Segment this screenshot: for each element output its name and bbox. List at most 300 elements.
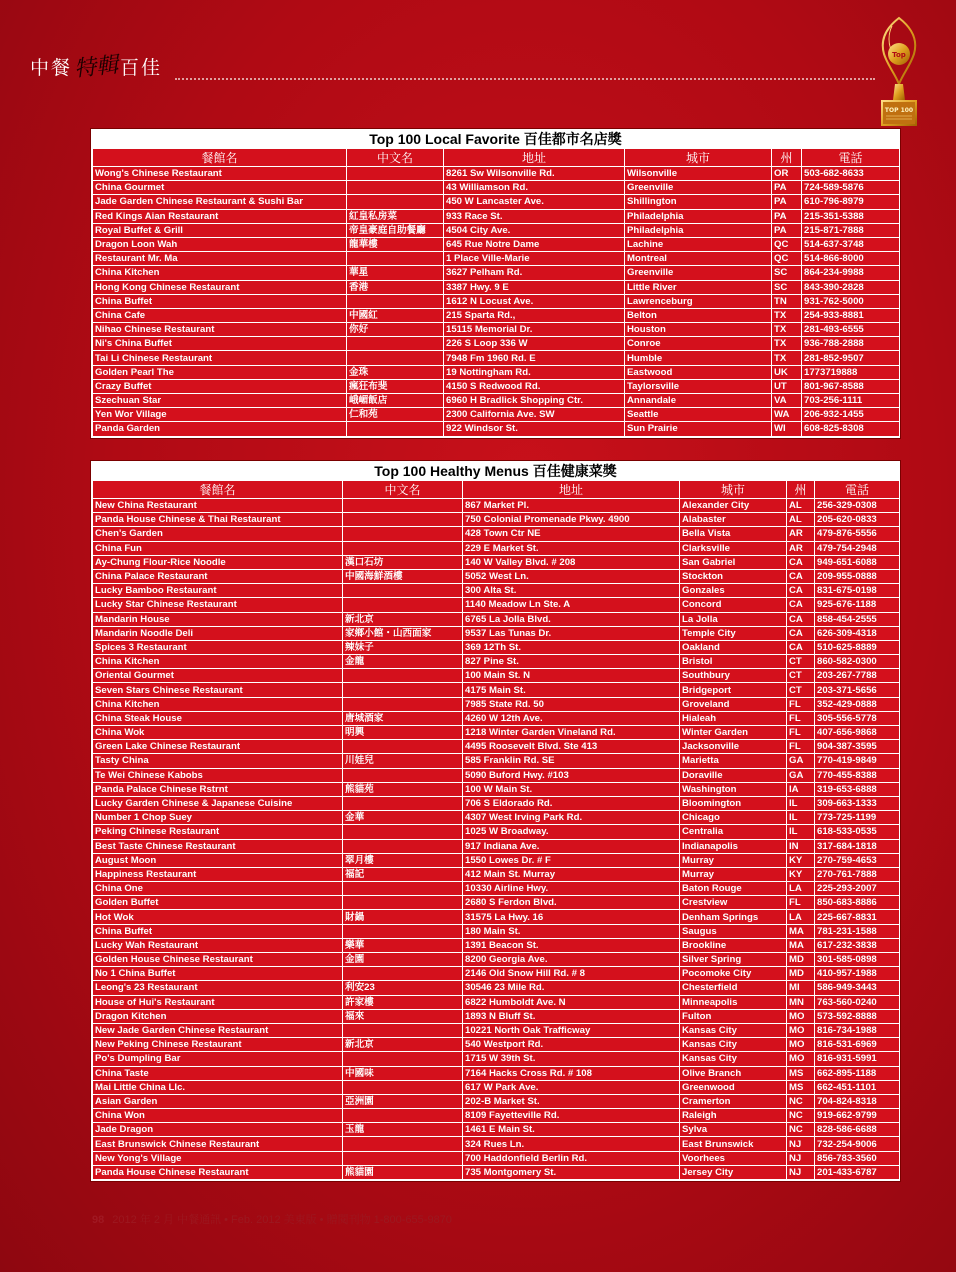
cell-restaurant: China Buffet	[93, 924, 343, 938]
cell-city: Oakland	[680, 640, 787, 654]
cell-state: PA	[772, 223, 802, 237]
cell-address: 226 S Loop 336 W	[444, 337, 625, 351]
cell-address: 1612 N Locust Ave.	[444, 294, 625, 308]
table-row	[93, 612, 900, 626]
cell-chinese-name: 翠月樓	[343, 853, 463, 867]
table-row	[93, 1165, 900, 1179]
cell-state: LA	[787, 910, 815, 924]
cell-state: CA	[787, 584, 815, 598]
cell-restaurant: Spices 3 Restaurant	[93, 640, 343, 654]
cell-state: CT	[787, 683, 815, 697]
cell-state: CA	[787, 555, 815, 569]
cell-phone: 662-895-1188	[815, 1066, 900, 1080]
cell-state: MD	[787, 967, 815, 981]
cell-state: MO	[787, 1023, 815, 1037]
cell-state: CA	[787, 569, 815, 583]
table-row	[93, 882, 900, 896]
cell-phone: 919-662-9799	[815, 1109, 900, 1123]
cell-address: 4260 W 12th Ave.	[463, 711, 680, 725]
cell-state: IN	[787, 839, 815, 853]
cell-chinese-name	[343, 740, 463, 754]
cell-city: Temple City	[680, 626, 787, 640]
cell-city: Greenville	[625, 181, 772, 195]
cell-address: 706 S Eldorado Rd.	[463, 796, 680, 810]
cell-chinese-name	[343, 768, 463, 782]
cell-chinese-name	[347, 422, 444, 436]
cell-chinese-name	[347, 181, 444, 195]
cell-city: Shillington	[625, 195, 772, 209]
cell-phone: 816-531-6969	[815, 1038, 900, 1052]
cell-chinese-name: 中國味	[343, 1066, 463, 1080]
cell-chinese-name: 新北京	[343, 612, 463, 626]
cell-state: WA	[772, 408, 802, 422]
trophy-icon	[868, 14, 930, 134]
cell-restaurant: New Jade Garden Chinese Restaurant	[93, 1023, 343, 1037]
cell-address: 8200 Georgia Ave.	[463, 953, 680, 967]
cell-chinese-name: 新北京	[343, 1038, 463, 1052]
cell-chinese-name	[343, 669, 463, 683]
cell-phone: 270-759-4653	[815, 853, 900, 867]
local-favorite-title: Top 100 Local Favorite 百佳都市名店獎	[369, 131, 622, 147]
col-restaurant: 餐館名	[93, 481, 343, 499]
cell-restaurant: Wong's Chinese Restaurant	[93, 167, 347, 181]
table-row	[93, 351, 900, 365]
table-row	[93, 323, 900, 337]
cell-chinese-name	[343, 697, 463, 711]
cell-city: Centralia	[680, 825, 787, 839]
healthy-menus-table	[91, 461, 900, 1181]
cell-chinese-name: 中國紅	[347, 308, 444, 322]
cell-city: Olive Branch	[680, 1066, 787, 1080]
cell-address: 4307 West Irving Park Rd.	[463, 811, 680, 825]
table-row	[93, 768, 900, 782]
cell-chinese-name	[343, 1151, 463, 1165]
cell-address: 735 Montgomery St.	[463, 1165, 680, 1179]
cell-city: Lachine	[625, 237, 772, 251]
cell-address: 300 Alta St.	[463, 584, 680, 598]
cell-chinese-name: 熊貓苑	[343, 782, 463, 796]
cell-restaurant: Lucky Star Chinese Restaurant	[93, 598, 343, 612]
cell-city: Bridgeport	[680, 683, 787, 697]
table-row	[93, 337, 900, 351]
cell-address: 140 W Valley Blvd. # 208	[463, 555, 680, 569]
brand-part-1: 中餐	[30, 57, 73, 79]
cell-city: Voorhees	[680, 1151, 787, 1165]
cell-city: Baton Rouge	[680, 882, 787, 896]
table-row	[93, 853, 900, 867]
cell-restaurant: Asian Garden	[93, 1094, 343, 1108]
cell-restaurant: Best Taste Chinese Restaurant	[93, 839, 343, 853]
cell-chinese-name	[347, 195, 444, 209]
cell-city: Concord	[680, 598, 787, 612]
table-header-row	[93, 149, 900, 167]
cell-phone: 773-725-1199	[815, 811, 900, 825]
cell-state: MS	[787, 1066, 815, 1080]
cell-address: 700 Haddonfield Berlin Rd.	[463, 1151, 680, 1165]
cell-phone: 206-932-1455	[802, 408, 900, 422]
local-favorite-grid	[92, 148, 900, 437]
cell-city: Murray	[680, 867, 787, 881]
table-row	[93, 1009, 900, 1023]
cell-address: 7948 Fm 1960 Rd. E	[444, 351, 625, 365]
table-row	[93, 252, 900, 266]
cell-phone: 215-351-5388	[802, 209, 900, 223]
cell-restaurant: China Wok	[93, 726, 343, 740]
cell-state: FL	[787, 740, 815, 754]
cell-chinese-name	[343, 541, 463, 555]
cell-phone: 732-254-9006	[815, 1137, 900, 1151]
cell-city: La Jolla	[680, 612, 787, 626]
cell-chinese-name	[343, 683, 463, 697]
table-row	[93, 796, 900, 810]
cell-phone: 317-684-1818	[815, 839, 900, 853]
cell-chinese-name	[343, 584, 463, 598]
cell-city: Pocomoke City	[680, 967, 787, 981]
cell-restaurant: Lucky Bamboo Restaurant	[93, 584, 343, 598]
cell-phone: 256-329-0308	[815, 499, 900, 513]
cell-city: Winter Garden	[680, 726, 787, 740]
cell-chinese-name: 玉龍	[343, 1123, 463, 1137]
cell-phone: 281-493-6555	[802, 323, 900, 337]
cell-state: QC	[772, 252, 802, 266]
table-row	[93, 1094, 900, 1108]
cell-restaurant: China Taste	[93, 1066, 343, 1080]
cell-restaurant: Hong Kong Chinese Restaurant	[93, 280, 347, 294]
cell-restaurant: Lucky Garden Chinese & Japanese Cuisine	[93, 796, 343, 810]
cell-state: CT	[787, 655, 815, 669]
cell-state: CA	[787, 640, 815, 654]
cell-restaurant: China Buffet	[93, 294, 347, 308]
cell-address: 1218 Winter Garden Vineland Rd.	[463, 726, 680, 740]
cell-phone: 514-637-3748	[802, 237, 900, 251]
cell-chinese-name: 瘋狂布斐	[347, 379, 444, 393]
table-row	[93, 569, 900, 583]
cell-chinese-name: 辣妹子	[343, 640, 463, 654]
healthy-menus-grid	[92, 480, 900, 1180]
cell-restaurant: New China Restaurant	[93, 499, 343, 513]
cell-chinese-name: 華星	[347, 266, 444, 280]
cell-state: TX	[772, 337, 802, 351]
table-row	[93, 839, 900, 853]
cell-restaurant: Tai Li Chinese Restaurant	[93, 351, 347, 365]
cell-address: 324 Rues Ln.	[463, 1137, 680, 1151]
cell-chinese-name: 香港	[347, 280, 444, 294]
col-restaurant: 餐館名	[93, 149, 347, 167]
cell-state: FL	[787, 896, 815, 910]
table-row	[93, 683, 900, 697]
table-row	[93, 1038, 900, 1052]
cell-state: SC	[772, 280, 802, 294]
table-row	[93, 1137, 900, 1151]
cell-address: 215 Sparta Rd.,	[444, 308, 625, 322]
cell-address: 4495 Roosevelt Blvd. Ste 413	[463, 740, 680, 754]
cell-restaurant: Green Lake Chinese Restaurant	[93, 740, 343, 754]
cell-state: GA	[787, 754, 815, 768]
magazine-section-brand	[30, 50, 162, 81]
cell-state: TX	[772, 351, 802, 365]
cell-phone: 410-957-1988	[815, 967, 900, 981]
cell-city: Stockton	[680, 569, 787, 583]
cell-restaurant: New Yong's Village	[93, 1151, 343, 1165]
cell-address: 6765 La Jolla Blvd.	[463, 612, 680, 626]
footer-text: 2012 年 2 月 中餐通訊 • Feb. 2012 美東版 • 贈閱刊物 1-800-655-9870	[112, 1214, 452, 1226]
cell-phone: 864-234-9988	[802, 266, 900, 280]
cell-chinese-name: 中國海鮮酒樓	[343, 569, 463, 583]
table-row	[93, 499, 900, 513]
cell-chinese-name	[343, 796, 463, 810]
cell-city: Brookline	[680, 938, 787, 952]
cell-state: PA	[772, 209, 802, 223]
cell-phone: 573-592-8888	[815, 1009, 900, 1023]
table-row	[93, 896, 900, 910]
cell-address: 3627 Pelham Rd.	[444, 266, 625, 280]
cell-phone: 703-256-1111	[802, 394, 900, 408]
table-row	[93, 1080, 900, 1094]
cell-restaurant: Golden House Chinese Restaurant	[93, 953, 343, 967]
cell-restaurant: Red Kings Aian Restaurant	[93, 209, 347, 223]
table-row	[93, 527, 900, 541]
table-row	[93, 365, 900, 379]
table-row	[93, 1023, 900, 1037]
cell-state: PA	[772, 195, 802, 209]
table-row	[93, 655, 900, 669]
cell-phone: 479-876-5556	[815, 527, 900, 541]
table-row	[93, 280, 900, 294]
trophy-label: TOP 100	[884, 107, 914, 114]
cell-restaurant: China Kitchen	[93, 655, 343, 669]
cell-city: Alabaster	[680, 513, 787, 527]
cell-city: Humble	[625, 351, 772, 365]
cell-city: Minneapolis	[680, 995, 787, 1009]
cell-address: 100 Main St. N	[463, 669, 680, 683]
cell-address: 202-B Market St.	[463, 1094, 680, 1108]
cell-state: LA	[787, 882, 815, 896]
cell-chinese-name: 帝皇豪庭自助餐廳	[347, 223, 444, 237]
cell-phone: 617-232-3838	[815, 938, 900, 952]
cell-city: Alexander City	[680, 499, 787, 513]
cell-city: Greenwood	[680, 1080, 787, 1094]
cell-state: OR	[772, 167, 802, 181]
cell-restaurant: China Gourmet	[93, 181, 347, 195]
cell-state: AL	[787, 499, 815, 513]
cell-restaurant: Ni's China Buffet	[93, 337, 347, 351]
cell-restaurant: China Fun	[93, 541, 343, 555]
page-number: 98	[92, 1214, 105, 1226]
cell-phone: 925-676-1188	[815, 598, 900, 612]
cell-chinese-name	[347, 294, 444, 308]
cell-chinese-name	[343, 499, 463, 513]
cell-city: Bristol	[680, 655, 787, 669]
cell-city: Wilsonville	[625, 167, 772, 181]
col-state: 州	[772, 149, 802, 167]
cell-address: 6960 H Bradlick Shopping Ctr.	[444, 394, 625, 408]
cell-address: 412 Main St. Murray	[463, 867, 680, 881]
cell-phone: 203-371-5656	[815, 683, 900, 697]
cell-address: 8261 Sw Wilsonville Rd.	[444, 167, 625, 181]
cell-phone: 503-682-8633	[802, 167, 900, 181]
cell-chinese-name: 仁和苑	[347, 408, 444, 422]
trophy-top-text: Top	[892, 51, 906, 59]
table-row	[93, 910, 900, 924]
cell-restaurant: Chen's Garden	[93, 527, 343, 541]
cell-restaurant: August Moon	[93, 853, 343, 867]
brand-part-2: 特輯	[73, 52, 120, 83]
cell-chinese-name	[343, 825, 463, 839]
cell-state: IL	[787, 825, 815, 839]
col-chinese-name: 中文名	[343, 481, 463, 499]
local-favorite-table	[91, 129, 900, 438]
cell-restaurant: Dragon Kitchen	[93, 1009, 343, 1023]
cell-chinese-name: 亞洲園	[343, 1094, 463, 1108]
cell-restaurant: Jade Dragon	[93, 1123, 343, 1137]
table-row	[93, 825, 900, 839]
cell-address: 2680 S Ferdon Blvd.	[463, 896, 680, 910]
cell-phone: 724-589-5876	[802, 181, 900, 195]
cell-restaurant: Restaurant Mr. Ma	[93, 252, 347, 266]
cell-address: 6822 Humboldt Ave. N	[463, 995, 680, 1009]
table-row	[93, 237, 900, 251]
cell-city: Saugus	[680, 924, 787, 938]
cell-phone: 843-390-2828	[802, 280, 900, 294]
cell-chinese-name: 利安23	[343, 981, 463, 995]
cell-address: 617 W Park Ave.	[463, 1080, 680, 1094]
cell-address: 827 Pine St.	[463, 655, 680, 669]
cell-phone: 856-783-3560	[815, 1151, 900, 1165]
cell-address: 1391 Beacon St.	[463, 938, 680, 952]
cell-state: FL	[787, 697, 815, 711]
cell-city: Houston	[625, 323, 772, 337]
cell-restaurant: China Won	[93, 1109, 343, 1123]
cell-state: NC	[787, 1123, 815, 1137]
cell-restaurant: Seven Stars Chinese Restaurant	[93, 683, 343, 697]
cell-state: NC	[787, 1094, 815, 1108]
cell-address: 917 Indiana Ave.	[463, 839, 680, 853]
cell-city: Clarksville	[680, 541, 787, 555]
table-row	[93, 867, 900, 881]
table-row	[93, 308, 900, 322]
cell-city: Kansas City	[680, 1023, 787, 1037]
cell-phone: 931-762-5000	[802, 294, 900, 308]
cell-restaurant: China Steak House	[93, 711, 343, 725]
cell-state: IL	[787, 811, 815, 825]
cell-state: NJ	[787, 1151, 815, 1165]
cell-phone: 205-620-0833	[815, 513, 900, 527]
cell-address: 540 Westport Rd.	[463, 1038, 680, 1052]
cell-chinese-name: 明興	[343, 726, 463, 740]
cell-state: TN	[772, 294, 802, 308]
cell-state: IA	[787, 782, 815, 796]
cell-restaurant: House of Hui's Restaurant	[93, 995, 343, 1009]
cell-phone: 816-931-5991	[815, 1052, 900, 1066]
cell-phone: 281-852-9507	[802, 351, 900, 365]
cell-chinese-name	[347, 337, 444, 351]
cell-chinese-name: 龍華樓	[347, 237, 444, 251]
cell-restaurant: Tasty China	[93, 754, 343, 768]
table-row	[93, 598, 900, 612]
cell-address: 8109 Fayetteville Rd.	[463, 1109, 680, 1123]
cell-address: 15115 Memorial Dr.	[444, 323, 625, 337]
cell-address: 1140 Meadow Ln Ste. A	[463, 598, 680, 612]
cell-restaurant: China Kitchen	[93, 697, 343, 711]
cell-city: Chicago	[680, 811, 787, 825]
cell-phone: 407-656-9868	[815, 726, 900, 740]
cell-city: East Brunswick	[680, 1137, 787, 1151]
cell-address: 4150 S Redwood Rd.	[444, 379, 625, 393]
cell-address: 750 Colonial Promenade Pkwy. 4900	[463, 513, 680, 527]
cell-city: Fulton	[680, 1009, 787, 1023]
cell-restaurant: Panda Garden	[93, 422, 347, 436]
cell-phone: 254-933-8881	[802, 308, 900, 322]
cell-address: 1 Place Ville-Marie	[444, 252, 625, 266]
table-row	[93, 740, 900, 754]
cell-chinese-name	[343, 882, 463, 896]
cell-city: Kansas City	[680, 1038, 787, 1052]
cell-address: 5052 West Ln.	[463, 569, 680, 583]
cell-city: Kansas City	[680, 1052, 787, 1066]
cell-restaurant: Ay-Chung Flour-Rice Noodle	[93, 555, 343, 569]
cell-address: 43 Williamson Rd.	[444, 181, 625, 195]
cell-chinese-name	[343, 1109, 463, 1123]
cell-city: Bella Vista	[680, 527, 787, 541]
cell-address: 9537 Las Tunas Dr.	[463, 626, 680, 640]
cell-restaurant: Panda House Chinese & Thai Restaurant	[93, 513, 343, 527]
cell-chinese-name: 家鄉小館・山西面家	[343, 626, 463, 640]
cell-city: Greenville	[625, 266, 772, 280]
cell-state: AL	[787, 513, 815, 527]
cell-address: 428 Town Ctr NE	[463, 527, 680, 541]
cell-address: 2146 Old Snow Hill Rd. # 8	[463, 967, 680, 981]
cell-restaurant: East Brunswick Chinese Restaurant	[93, 1137, 343, 1151]
table-row	[93, 584, 900, 598]
cell-restaurant: Mai Little China Llc.	[93, 1080, 343, 1094]
col-address: 地址	[444, 149, 625, 167]
cell-restaurant: Crazy Buffet	[93, 379, 347, 393]
cell-restaurant: Hot Wok	[93, 910, 343, 924]
cell-state: CA	[787, 626, 815, 640]
cell-phone: 704-824-8318	[815, 1094, 900, 1108]
cell-phone: 352-429-0888	[815, 697, 900, 711]
cell-phone: 209-955-0888	[815, 569, 900, 583]
cell-restaurant: Panda House Chinese Restaurant	[93, 1165, 343, 1179]
table-row	[93, 754, 900, 768]
cell-chinese-name: 唐城酒家	[343, 711, 463, 725]
cell-address: 3387 Hwy. 9 E	[444, 280, 625, 294]
cell-chinese-name: 漢口石坊	[343, 555, 463, 569]
table-row	[93, 697, 900, 711]
cell-city: Philadelphia	[625, 209, 772, 223]
cell-restaurant: China Cafe	[93, 308, 347, 322]
cell-phone: 1773719888	[802, 365, 900, 379]
cell-city: Montreal	[625, 252, 772, 266]
cell-address: 31575 La Hwy. 16	[463, 910, 680, 924]
cell-phone: 858-454-2555	[815, 612, 900, 626]
table-row	[93, 394, 900, 408]
cell-city: Conroe	[625, 337, 772, 351]
table-row	[93, 266, 900, 280]
cell-address: 4175 Main St.	[463, 683, 680, 697]
cell-address: 180 Main St.	[463, 924, 680, 938]
cell-city: Jersey City	[680, 1165, 787, 1179]
cell-chinese-name	[347, 252, 444, 266]
cell-phone: 309-663-1333	[815, 796, 900, 810]
table-row	[93, 408, 900, 422]
col-city: 城市	[625, 149, 772, 167]
cell-address: 5090 Buford Hwy. #103	[463, 768, 680, 782]
col-chinese-name: 中文名	[347, 149, 444, 167]
table-row	[93, 953, 900, 967]
cell-chinese-name: 金龍	[343, 655, 463, 669]
cell-phone: 203-267-7788	[815, 669, 900, 683]
